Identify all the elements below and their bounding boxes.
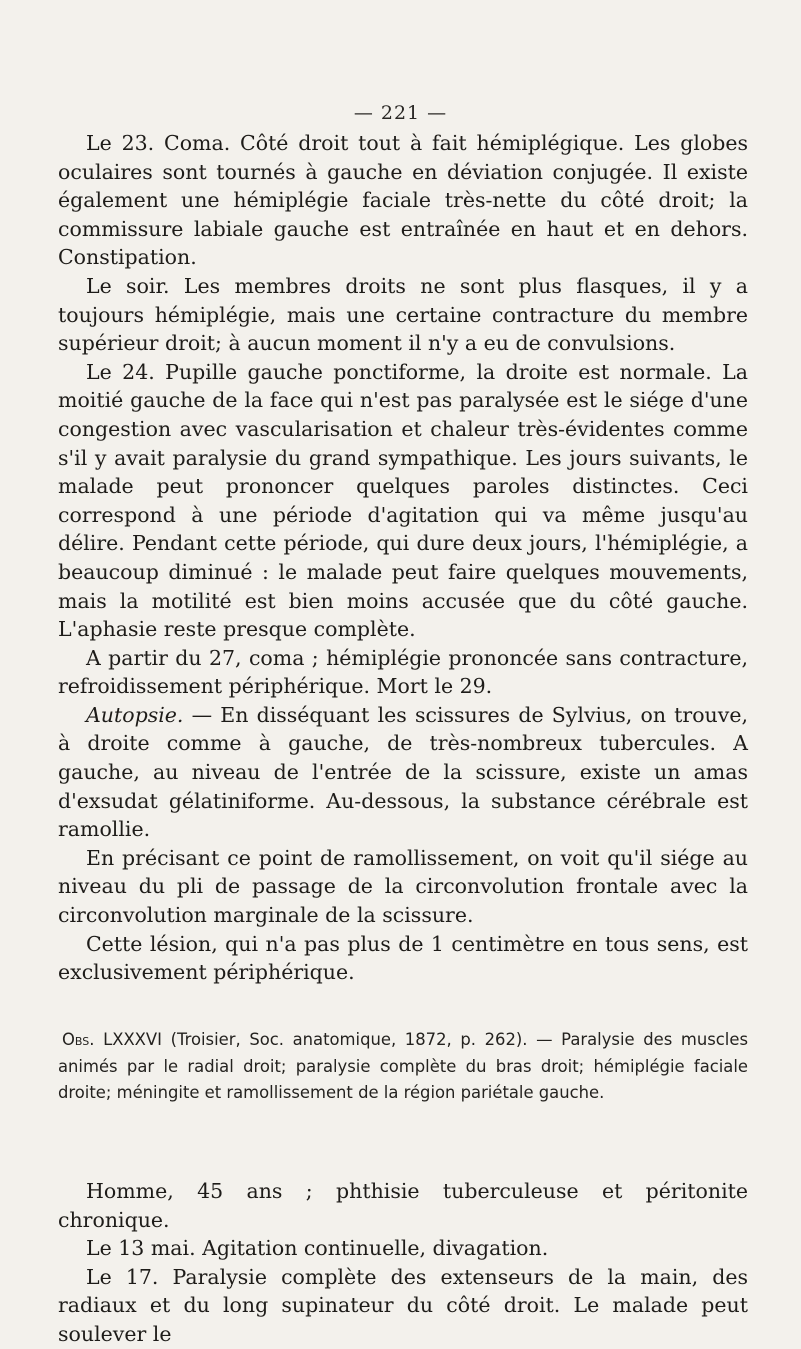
paragraph-day-23: Le 23. Coma. Côté droit tout à fait hémiplégique. Les globes oculaires sont tournés à gauche en déviation conjugée. Il existe également une hémiplégie faciale très-nette du côté droit; la commissure labiale gauche est entraînée en haut et en dehors. Constipation.: [58, 131, 748, 270]
paragraph-day-24: Le 24. Pupille gauche ponctiforme, la droite est normale. La moitié gauche de la face qui n'est pas paralysée est le siége d'une congestion avec vascularisation et chaleur très-évidentes comme s'il y avait paralysie du grand sympathique. Les jours suivants, le malade peut prononcer quelques paroles distinctes. Ceci correspond à une période d'agitation qui va même jusqu'au délire. Pendant cette période, qui dure deux jours, l'hémiplégie, a beaucoup diminué : le malade peut faire quelques mouvements, mais la motilité est bien moins accusée que du côté gauche. L'aphasie reste presque complète.: [58, 359, 748, 642]
page-number: — 221 —: [353, 102, 448, 124]
paragraph-may-13: Le 13 mai. Agitation continuelle, divagation.: [86, 1236, 549, 1261]
observation-paragraph: [58, 1027, 748, 1107]
observation-heading: [58, 1027, 748, 1107]
autopsy-text: — En disséquant les scissures de Sylvius, on trouve, à droite comme à gauche, de très-nombreux tubercules. A gauche, au niveau de l'entrée de la scissure, existe un amas d'exsudat gélatiniforme. Au-dessous, la substance cérébrale est ramollie.: [58, 702, 748, 842]
paragraph-softening-site: En précisant ce point de ramollissement, on voit qu'il siége au niveau du pli de passage de la circonvolution frontale avec la circonvolution marginale de la scissure.: [58, 845, 748, 928]
paragraph-day-27: A partir du 27, coma ; hémiplégie prononcée sans contracture, refroidissement périphérique. Mort le 29.: [58, 645, 748, 699]
paragraph-evening: Le soir. Les membres droits ne sont plus flasques, il y a toujours hémiplégie, mais une certaine contracture du membre supérieur droit; à aucun moment il n'y a eu de convulsions.: [58, 273, 748, 356]
main-text: [58, 129, 748, 987]
paragraph-autopsy: [58, 701, 748, 844]
observation-body: [58, 1177, 748, 1349]
autopsy-label: Autopsie.: [86, 702, 184, 727]
paragraph-patient: Homme, 45 ans ; phthisie tuberculeuse et péritonite chronique.: [58, 1179, 748, 1232]
observation-lead: Obs.: [62, 1030, 95, 1049]
paragraph-may-17: Le 17. Paralysie complète des extenseurs de la main, des radiaux et du long supinateur du côté droit. Le malade peut soulever le: [58, 1264, 748, 1346]
observation-text: LXXXVI (Troisier, Soc. anatomique, 1872, p. 262). — Paralysie des muscles animés par le radial droit; paralysie complète du bras droit; hémiplégie faciale droite; méningite et ramollissement de la région pariétale gauche.: [58, 1030, 748, 1102]
paragraph-lesion-size: Cette lésion, qui n'a pas plus de 1 centimètre en tous sens, est exclusivement périphérique.: [58, 931, 748, 985]
